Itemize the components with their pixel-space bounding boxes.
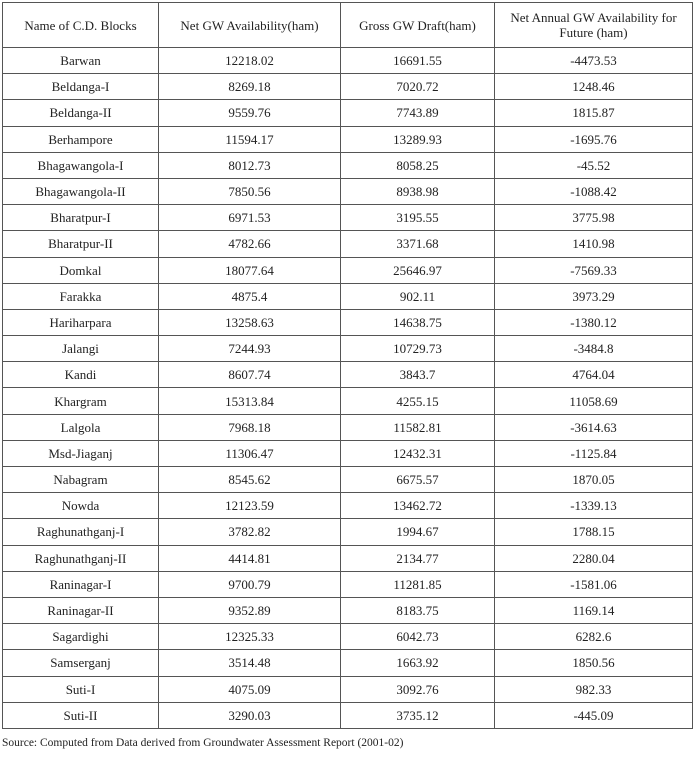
cell-gross-gw-draft: 16691.55 xyxy=(341,48,495,74)
cell-gross-gw-draft: 7743.89 xyxy=(341,100,495,126)
cell-block-name: Beldanga-II xyxy=(3,100,159,126)
header-net-gw-availability: Net GW Availability(ham) xyxy=(159,3,341,48)
cell-block-name: Lalgola xyxy=(3,414,159,440)
cell-net-gw-availability: 8607.74 xyxy=(159,362,341,388)
cell-block-name: Nowda xyxy=(3,493,159,519)
cell-gross-gw-draft: 8938.98 xyxy=(341,178,495,204)
cell-gross-gw-draft: 13462.72 xyxy=(341,493,495,519)
cell-net-gw-availability: 4414.81 xyxy=(159,545,341,571)
cell-block-name: Hariharpara xyxy=(3,309,159,335)
cell-net-gw-availability: 9700.79 xyxy=(159,571,341,597)
table-row xyxy=(3,702,693,728)
cell-block-name: Domkal xyxy=(3,257,159,283)
cell-net-annual-gw-future: 1410.98 xyxy=(495,231,693,257)
cell-block-name: Jalangi xyxy=(3,336,159,362)
cell-block-name: Berhampore xyxy=(3,126,159,152)
table-row xyxy=(3,597,693,623)
cell-gross-gw-draft: 11582.81 xyxy=(341,414,495,440)
cell-net-annual-gw-future: 3973.29 xyxy=(495,283,693,309)
cell-gross-gw-draft: 3195.55 xyxy=(341,205,495,231)
cell-net-annual-gw-future: -4473.53 xyxy=(495,48,693,74)
table-row xyxy=(3,676,693,702)
header-net-annual-gw-future: Net Annual GW Availability for Future (ham) xyxy=(495,3,693,48)
table-row xyxy=(3,152,693,178)
cell-gross-gw-draft: 12432.31 xyxy=(341,440,495,466)
table-row xyxy=(3,231,693,257)
cell-net-annual-gw-future: 1850.56 xyxy=(495,650,693,676)
cell-block-name: Bharatpur-I xyxy=(3,205,159,231)
table-row xyxy=(3,126,693,152)
cell-block-name: Barwan xyxy=(3,48,159,74)
cell-gross-gw-draft: 8183.75 xyxy=(341,597,495,623)
cell-net-gw-availability: 4782.66 xyxy=(159,231,341,257)
cell-net-annual-gw-future: 6282.6 xyxy=(495,624,693,650)
cell-net-gw-availability: 12325.33 xyxy=(159,624,341,650)
cell-net-gw-availability: 18077.64 xyxy=(159,257,341,283)
cell-net-annual-gw-future: -445.09 xyxy=(495,702,693,728)
cell-net-annual-gw-future: 1169.14 xyxy=(495,597,693,623)
cell-net-gw-availability: 12218.02 xyxy=(159,48,341,74)
table-row xyxy=(3,48,693,74)
header-block-name: Name of C.D. Blocks xyxy=(3,3,159,48)
cell-block-name: Msd-Jiaganj xyxy=(3,440,159,466)
table-row xyxy=(3,283,693,309)
cell-block-name: Raninagar-II xyxy=(3,597,159,623)
table-row xyxy=(3,309,693,335)
cell-gross-gw-draft: 3371.68 xyxy=(341,231,495,257)
cell-net-gw-availability: 15313.84 xyxy=(159,388,341,414)
cell-block-name: Beldanga-I xyxy=(3,74,159,100)
table-row xyxy=(3,467,693,493)
cell-net-gw-availability: 7968.18 xyxy=(159,414,341,440)
cell-gross-gw-draft: 6042.73 xyxy=(341,624,495,650)
table-row xyxy=(3,74,693,100)
cell-net-annual-gw-future: 3775.98 xyxy=(495,205,693,231)
cell-block-name: Farakka xyxy=(3,283,159,309)
cell-block-name: Khargram xyxy=(3,388,159,414)
cell-block-name: Bharatpur-II xyxy=(3,231,159,257)
cell-gross-gw-draft: 902.11 xyxy=(341,283,495,309)
table-header xyxy=(3,3,693,48)
groundwater-table xyxy=(2,2,693,729)
cell-net-annual-gw-future: 2280.04 xyxy=(495,545,693,571)
cell-net-annual-gw-future: -1695.76 xyxy=(495,126,693,152)
cell-gross-gw-draft: 10729.73 xyxy=(341,336,495,362)
cell-gross-gw-draft: 13289.93 xyxy=(341,126,495,152)
cell-net-annual-gw-future: -1339.13 xyxy=(495,493,693,519)
table-row xyxy=(3,178,693,204)
cell-net-annual-gw-future: -1088.42 xyxy=(495,178,693,204)
table-body xyxy=(3,48,693,729)
cell-net-annual-gw-future: -3484.8 xyxy=(495,336,693,362)
cell-block-name: Kandi xyxy=(3,362,159,388)
cell-net-gw-availability: 4075.09 xyxy=(159,676,341,702)
cell-net-gw-availability: 12123.59 xyxy=(159,493,341,519)
cell-net-gw-availability: 6971.53 xyxy=(159,205,341,231)
cell-gross-gw-draft: 8058.25 xyxy=(341,152,495,178)
table-row xyxy=(3,440,693,466)
cell-gross-gw-draft: 3735.12 xyxy=(341,702,495,728)
table-row xyxy=(3,545,693,571)
cell-net-gw-availability: 8012.73 xyxy=(159,152,341,178)
table-row xyxy=(3,362,693,388)
cell-net-annual-gw-future: -1125.84 xyxy=(495,440,693,466)
cell-net-annual-gw-future: 1248.46 xyxy=(495,74,693,100)
cell-net-annual-gw-future: 1788.15 xyxy=(495,519,693,545)
cell-block-name: Raghunathganj-I xyxy=(3,519,159,545)
cell-net-gw-availability: 11594.17 xyxy=(159,126,341,152)
cell-block-name: Nabagram xyxy=(3,467,159,493)
cell-net-annual-gw-future: 1815.87 xyxy=(495,100,693,126)
cell-gross-gw-draft: 2134.77 xyxy=(341,545,495,571)
source-note: Source: Computed from Data derived from Groundwater Assessment Report (2001-02) xyxy=(2,737,404,749)
cell-net-gw-availability: 9559.76 xyxy=(159,100,341,126)
table-row xyxy=(3,100,693,126)
cell-net-gw-availability: 13258.63 xyxy=(159,309,341,335)
table-row xyxy=(3,493,693,519)
header-row xyxy=(3,3,693,48)
cell-gross-gw-draft: 7020.72 xyxy=(341,74,495,100)
header-gross-gw-draft: Gross GW Draft(ham) xyxy=(341,3,495,48)
cell-gross-gw-draft: 1994.67 xyxy=(341,519,495,545)
cell-gross-gw-draft: 25646.97 xyxy=(341,257,495,283)
cell-gross-gw-draft: 3843.7 xyxy=(341,362,495,388)
cell-net-gw-availability: 7244.93 xyxy=(159,336,341,362)
cell-block-name: Bhagawangola-II xyxy=(3,178,159,204)
cell-block-name: Raninagar-I xyxy=(3,571,159,597)
cell-net-gw-availability: 3782.82 xyxy=(159,519,341,545)
cell-block-name: Bhagawangola-I xyxy=(3,152,159,178)
cell-net-gw-availability: 3290.03 xyxy=(159,702,341,728)
cell-gross-gw-draft: 11281.85 xyxy=(341,571,495,597)
cell-net-gw-availability: 8269.18 xyxy=(159,74,341,100)
cell-net-annual-gw-future: 982.33 xyxy=(495,676,693,702)
table-row xyxy=(3,519,693,545)
cell-net-annual-gw-future: 1870.05 xyxy=(495,467,693,493)
table-row xyxy=(3,624,693,650)
cell-gross-gw-draft: 6675.57 xyxy=(341,467,495,493)
cell-net-gw-availability: 4875.4 xyxy=(159,283,341,309)
cell-block-name: Suti-I xyxy=(3,676,159,702)
cell-net-annual-gw-future: -7569.33 xyxy=(495,257,693,283)
table-row xyxy=(3,257,693,283)
cell-net-gw-availability: 11306.47 xyxy=(159,440,341,466)
cell-net-annual-gw-future: -45.52 xyxy=(495,152,693,178)
cell-block-name: Samserganj xyxy=(3,650,159,676)
cell-net-annual-gw-future: 4764.04 xyxy=(495,362,693,388)
cell-gross-gw-draft: 14638.75 xyxy=(341,309,495,335)
table-row xyxy=(3,650,693,676)
cell-gross-gw-draft: 1663.92 xyxy=(341,650,495,676)
cell-gross-gw-draft: 3092.76 xyxy=(341,676,495,702)
table-row xyxy=(3,571,693,597)
cell-net-gw-availability: 7850.56 xyxy=(159,178,341,204)
cell-net-annual-gw-future: -1380.12 xyxy=(495,309,693,335)
cell-gross-gw-draft: 4255.15 xyxy=(341,388,495,414)
cell-net-gw-availability: 8545.62 xyxy=(159,467,341,493)
table-row xyxy=(3,414,693,440)
cell-block-name: Suti-II xyxy=(3,702,159,728)
cell-net-annual-gw-future: -1581.06 xyxy=(495,571,693,597)
cell-net-annual-gw-future: 11058.69 xyxy=(495,388,693,414)
cell-net-gw-availability: 9352.89 xyxy=(159,597,341,623)
cell-net-gw-availability: 3514.48 xyxy=(159,650,341,676)
table-row xyxy=(3,205,693,231)
table-row xyxy=(3,336,693,362)
cell-block-name: Raghunathganj-II xyxy=(3,545,159,571)
cell-block-name: Sagardighi xyxy=(3,624,159,650)
cell-net-annual-gw-future: -3614.63 xyxy=(495,414,693,440)
table-row xyxy=(3,388,693,414)
